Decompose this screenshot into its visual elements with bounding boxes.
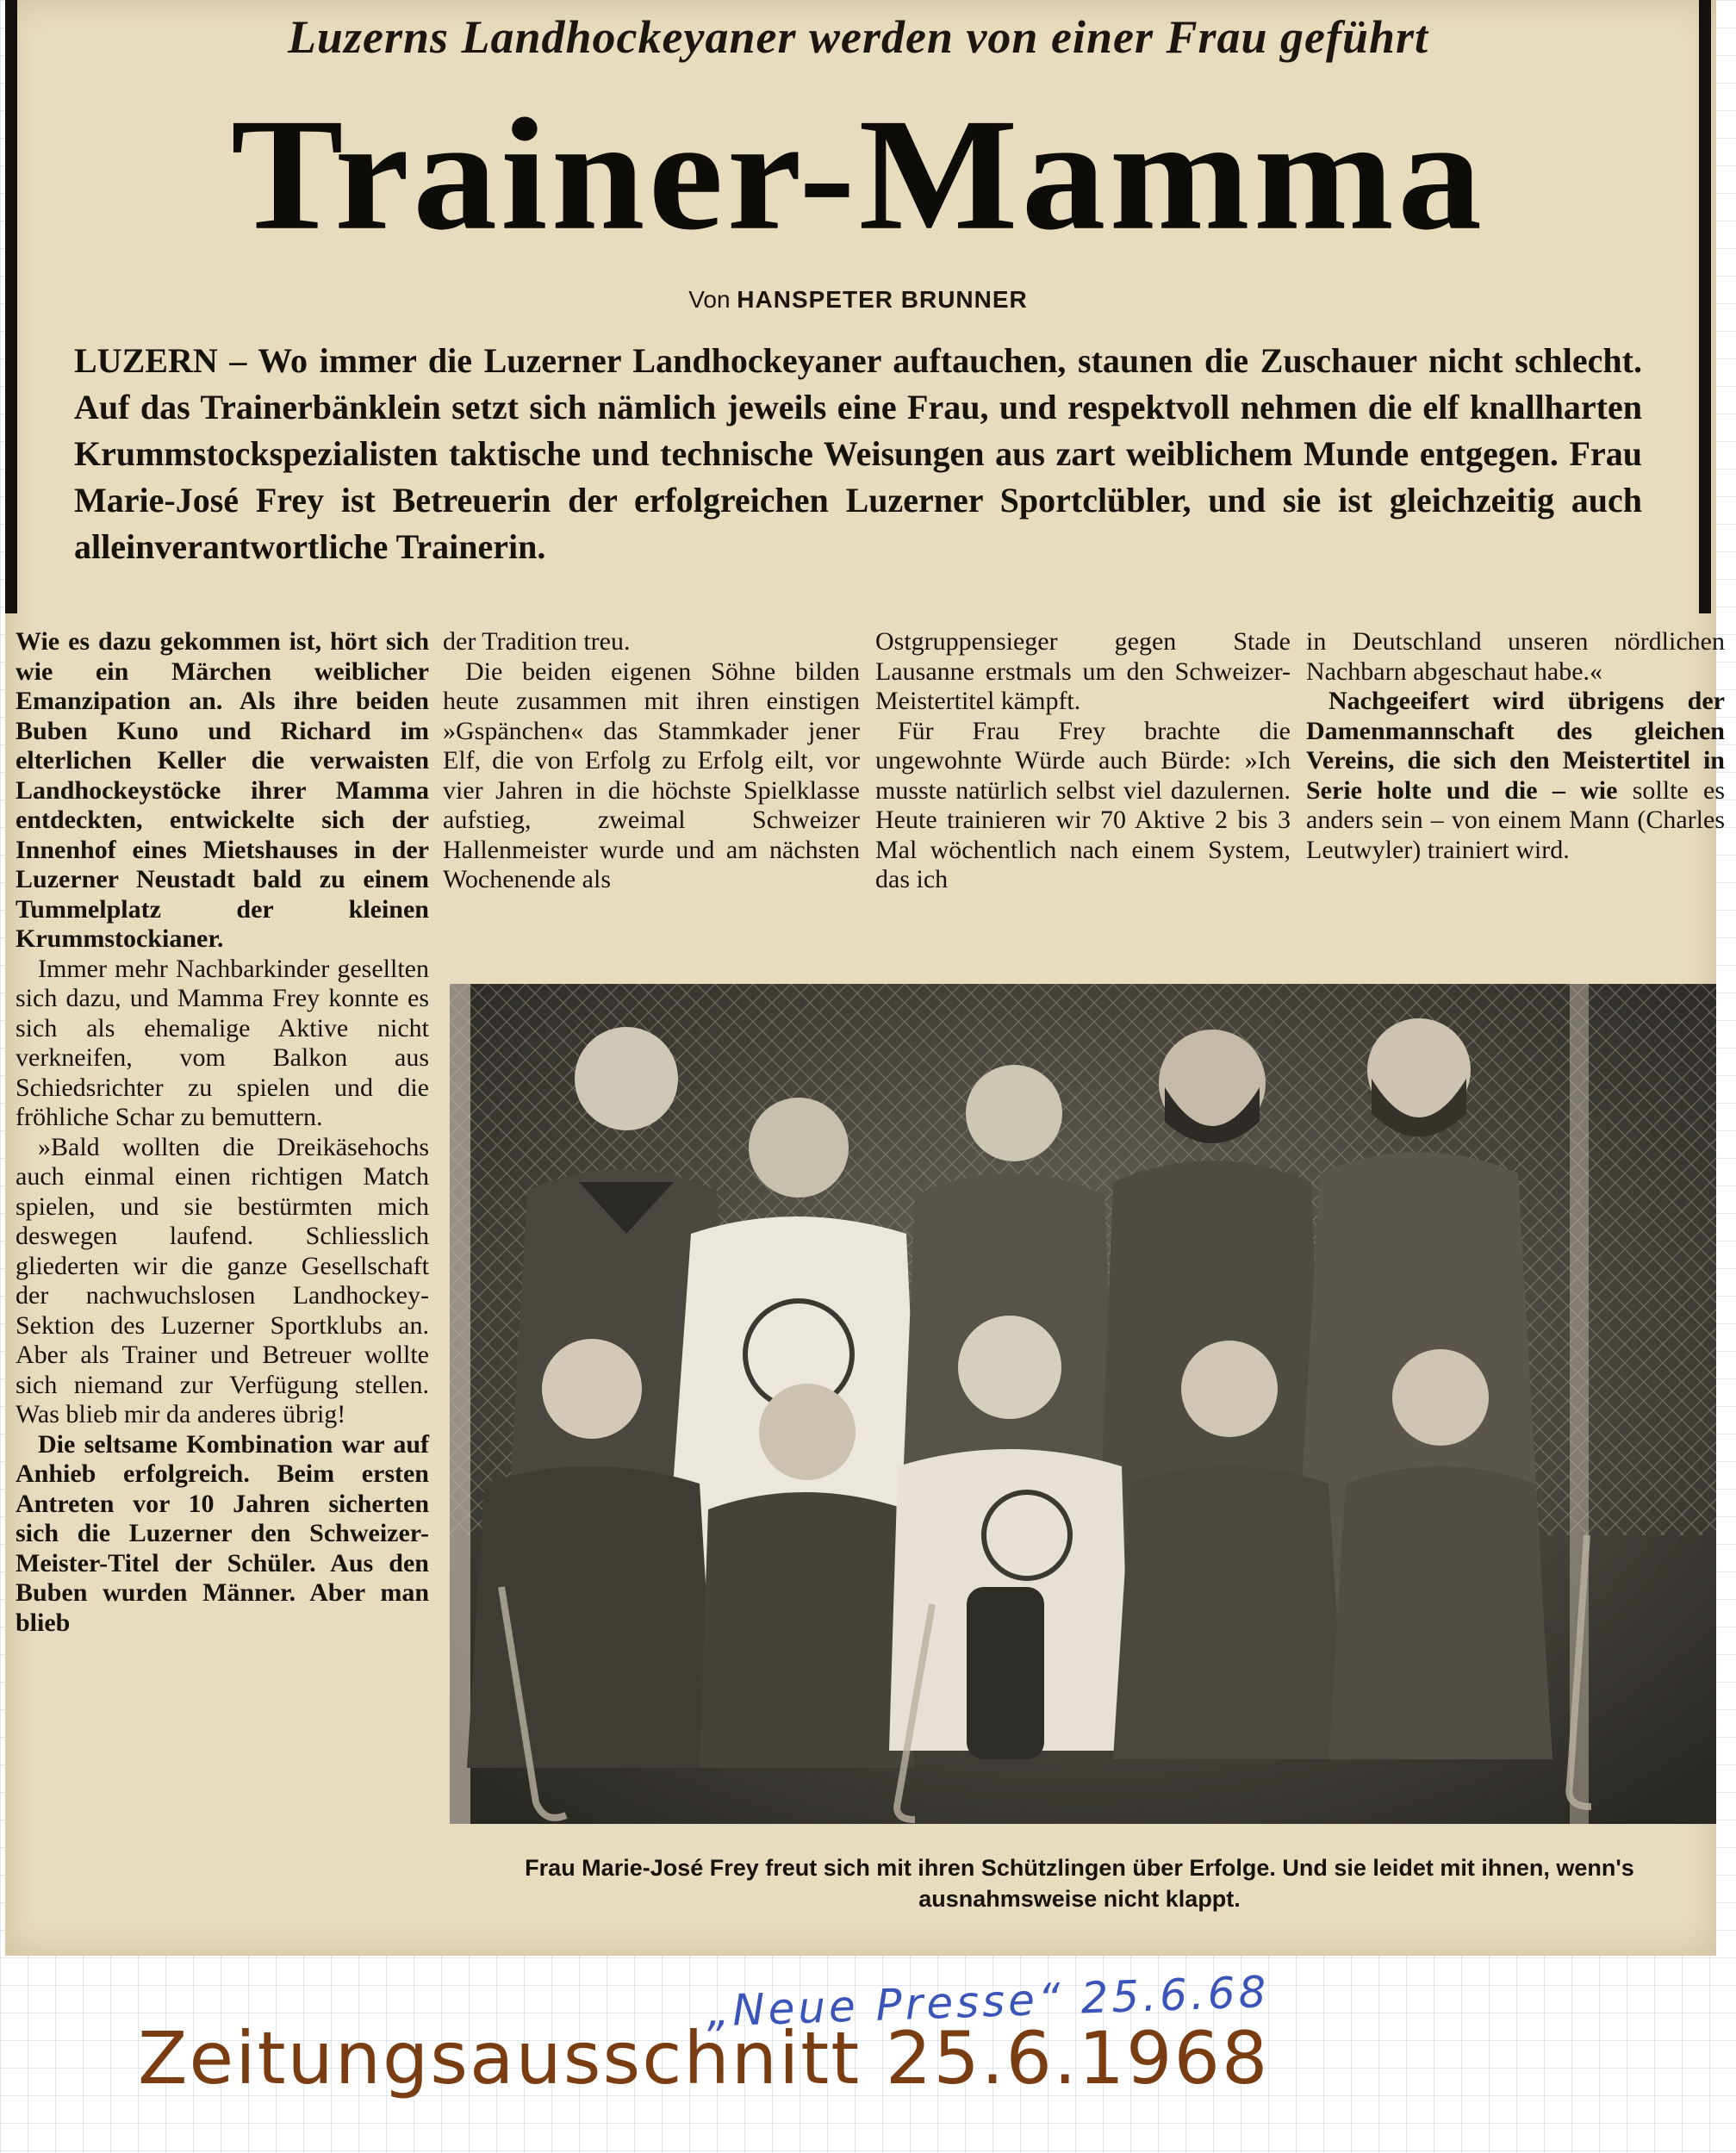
column-4 (1306, 627, 1725, 865)
article-kicker: Luzerns Landhockeyaner werden von einer Frau geführt (287, 11, 1429, 63)
column-3-paragraph: Ostgruppensieger gegen Stade Lausanne erstmals um den Schweizer-Meistertitel kämpft. (875, 627, 1291, 715)
photo-caption: Frau Marie-José Frey freut sich mit ihren Schützlingen über Erfolge. Und sie leidet mit ihnen, wenn's ausnahmsweise nicht klappt. (525, 1855, 1634, 1912)
byline-prefix: Von (688, 286, 731, 313)
column-3 (875, 627, 1291, 895)
column-4-paragraph: in Deutschland unseren nördlichen Nachbarn abgeschaut habe.« (1306, 627, 1725, 686)
article-lead: LUZERN – Wo immer die Luzerner Landhockeyaner auftauchen, staunen die Zuschauer nicht schlecht. Auf das Trainerbänklein setzt sich nämlich jeweils eine Frau, und respektvoll nehmen die elf knallharten Krummstockspezialisten taktische und technische Weisungen aus zart weiblichem Munde entgegen. Frau Marie-José Frey ist Betreuerin der erfolgreichen Luzerner Sportclübler, und sie ist gleichzeitig auch alleinverantwortliche Trainerin. (74, 341, 1642, 566)
column-2-paragraph: Die beiden eigenen Söhne bilden heute zusammen mit ihren einstigen »Gspänchen« das Stammkader jener Elf, die von Erfolg zu Erfolg eilt, vor vier Jahren in die höchste Spielklasse aufstieg, zweimal Schweizer Hallenmeister wurde und am nächsten Wochenende als (443, 656, 860, 893)
column-1-paragraph: »Bald wollten die Dreikäsehochs auch einmal einen richtigen Match spielen, und sie bestürmten mich deswegen laufend. Schliesslich gliederten wir die ganze Gesellschaft der nachwuchslosen Landhockey-Sektion des Luzerner Sportklubs an. Aber als Trainer und Betreuer wollte sich niemand zur Verfügung stellen. Was blieb mir da anderes übrig! (16, 1132, 429, 1428)
page-footer-title: Zeitungsausschnitt 25.6.1968 (138, 2016, 1270, 2100)
handwritten-source-note: „Neue Presse“ 25.6.68 (706, 1966, 1271, 2037)
column-4-paragraph (1306, 687, 1725, 865)
column-4-text: sollte es anders sein – von einem Mann (Charles Leutwyler) trainiert wird. (1306, 775, 1726, 864)
column-1-paragraph: Immer mehr Nachbarkinder gesellten sich dazu, und Mamma Frey konnte es sich als ehemalige Aktive nicht verkneifen, vom Balkon aus Schiedsrichter zu spielen und die fröhliche Schar zu bemuttern. (16, 954, 429, 1131)
article-headline: Trainer-Mamma (230, 85, 1486, 264)
article-byline (31, 286, 1685, 314)
column-1-paragraph: Wie es dazu gekommen ist, hört sich wie ein Märchen weiblicher Emanzipation an. Als ihre beiden Buben Kuno und Richard im elterlichen Keller die verwaisten Landhockeystöcke ihrer Mamma entdeckten, entwickelte sich der Innenhof eines Mietshauses in der Luzerner Neustadt bald zu einem Tummelplatz der kleinen Krummstockianer. (16, 627, 429, 953)
team-photo (450, 984, 1716, 1824)
column-2 (443, 627, 860, 895)
column-4-bold-text: Nachgeeifert wird übrigens der Damenmannschaft des gleichen Vereins, die sich den Meistertitel in Serie holte und die – wie (1306, 687, 1725, 805)
column-2-paragraph: der Tradition treu. (443, 627, 631, 656)
column-1-paragraph: Die seltsame Kombination war auf Anhieb erfolgreich. Beim ersten Antreten vor 10 Jahren sicherten sich die Luzerner den Schweizer-Meister-Titel der Schüler. Aus den Buben wurden Männer. Aber man blieb (16, 1429, 429, 1637)
byline-author: HANSPETER BRUNNER (737, 286, 1028, 313)
column-3-paragraph: Für Frau Frey brachte die ungewohnte Würde auch Bürde: »Ich musste natürlich selbst viel dazulernen. Heute trainieren wir 70 Aktive 2 bis 3 Mal wöchentlich nach einem System, das ich (875, 716, 1291, 893)
team-photo-illustration (450, 984, 1716, 1824)
newspaper-clipping (5, 0, 1726, 1956)
column-1 (16, 627, 429, 1638)
